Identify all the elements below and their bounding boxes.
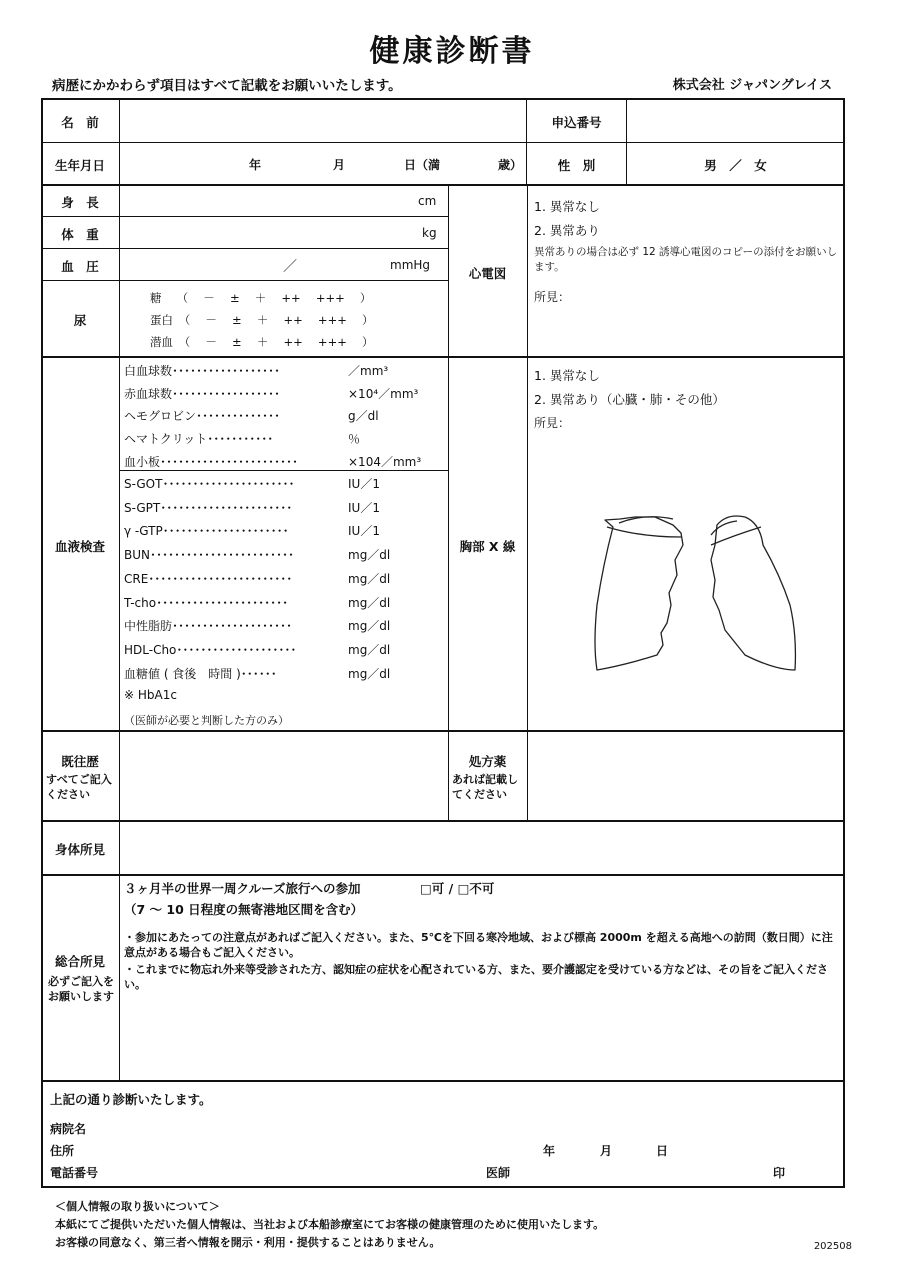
blood-item-tcho: T-cho･･････････････････････ [124,596,289,610]
birth-month-unit: 月 [333,158,346,172]
blood-item-glucose: 血糖値 ( 食後 時間 )･･････ [124,667,277,681]
birth-day-unit: 日（満 [404,158,441,172]
urine-row-sugar[interactable]: 糖 （ － ± ＋ ++ +++ ） [150,291,372,305]
sign-year-unit: 年 [543,1144,556,1158]
blood-unit-cre: mg／dl [348,572,391,586]
prescription-note: あれば記載してください [452,773,518,801]
divider [41,356,845,358]
privacy-text-1: 本紙にてご提供いただいた個人情報は、当社および本船診療室にてお客様の健康管理のために使用いたします。 [55,1218,605,1231]
divider [41,820,845,822]
age-unit: 歳） [498,158,523,172]
prescription-field[interactable] [529,733,843,819]
medical-history-field[interactable] [121,733,446,819]
blood-pressure-label: 血 圧 [61,259,99,274]
divider [41,730,845,732]
prescription-label: 処方薬 [468,754,507,769]
bp-slash: ／ [283,259,297,275]
blood-unit-triglyceride: mg／dl [348,619,391,633]
blood-unit-hemoglobin: g／dl [348,409,379,423]
ecg-label: 心電図 [468,266,507,281]
form-code: 202508 [813,1241,852,1252]
divider [41,874,845,876]
cruise-question: ３ヶ月半の世界一周クルーズ旅行への参加 [124,881,361,896]
divider [119,470,448,471]
doctor-label: 医師 [486,1166,511,1180]
name-label: 名 前 [61,115,99,130]
lung-outline-illustration [585,505,810,685]
phone-label: 電話番号 [50,1166,99,1180]
blood-item-platelet: 血小板･･･････････････････････ [124,455,299,469]
blood-unit-ggtp: IU／1 [348,524,380,538]
weight-unit: kg [422,226,437,240]
blood-item-hdl: HDL-Cho････････････････････ [124,643,297,657]
ecg-findings-label: 所見： [534,290,571,304]
sex-label: 性 別 [557,158,596,173]
overall-findings-label: 総合所見 [54,954,105,969]
urine-label: 尿 [73,313,87,328]
birthdate-label: 生年月日 [54,158,105,173]
blood-unit-hematocrit: ％ [348,432,361,446]
hospital-name-label: 病院名 [50,1122,87,1136]
divider [41,248,448,249]
company-name: 株式会社 ジャパングレイス [672,78,832,93]
blood-test-label: 血液検査 [54,539,105,554]
name-field[interactable] [121,100,525,141]
privacy-text-2: お客様の同意なく、第三者へ情報を開示・利用・提供することはありません。 [55,1236,441,1249]
xray-findings-label: 所見： [534,416,571,430]
blood-unit-glucose: mg／dl [348,667,391,681]
page-title: 健康診断書 [369,34,535,69]
sign-month-unit: 月 [600,1144,613,1158]
urine-row-blood[interactable]: 潜血 （ － ± ＋ ++ +++ ） [150,335,374,349]
blood-item-cre: CRE････････････････････････ [124,572,293,586]
privacy-heading: ＜個人情報の取り扱いについて＞ [55,1200,220,1213]
blood-item-bun: BUN････････････････････････ [124,548,294,562]
seal-label: 印 [773,1166,786,1180]
blood-item-hematocrit: ヘマトクリット･･･････････ [124,432,274,446]
physical-findings-field[interactable] [121,823,843,873]
divider [527,184,528,820]
instruction-text: 病歴にかかわらず項目はすべて記載をお願いいたします。 [52,78,402,94]
address-label: 住所 [50,1144,75,1158]
divider [41,1080,845,1082]
xray-option-abnormal[interactable]: 2. 異常あり（心臓・肺・その他） [534,392,725,407]
sex-options[interactable]: 男 ／ 女 [704,158,767,173]
blood-unit-hdl: mg／dl [348,643,391,657]
divider [41,142,845,143]
diagnosis-statement: 上記の通り診断いたします。 [50,1092,212,1107]
physical-findings-label: 身体所見 [54,842,105,857]
blood-item-hba1c: ※ HbA1c [124,688,177,702]
blood-unit-sgot: IU／1 [348,477,380,491]
application-number-label: 申込番号 [551,115,602,130]
cruise-approval-choice[interactable]: □可 / □不可 [420,881,495,896]
cruise-question-note: （7 ～ 10 日程度の無寄港地区間を含む） [124,902,364,917]
divider [41,184,845,186]
divider [41,216,448,217]
hba1c-note: （医師が必要と判断した方のみ） [124,714,289,727]
birth-year-unit: 年 [249,158,262,172]
bp-unit: mmHg [390,258,431,272]
blood-unit-rbc: ×10⁴／mm³ [348,387,419,401]
blood-item-rbc: 赤血球数･･････････････････ [124,387,281,401]
urine-row-protein[interactable]: 蛋白 （ － ± ＋ ++ +++ ） [150,313,374,327]
blood-unit-tcho: mg／dl [348,596,391,610]
blood-item-sgpt: S-GPT･･････････････････････ [124,501,293,515]
xray-option-normal[interactable]: 1. 異常なし [534,368,600,383]
overall-instruction-2: ・これまでに物忘れ外来等受診された方、認知症の症状を心配されている方、また、要介護認定を受けている方などは、その旨をご記入ください。 [124,963,828,991]
medical-history-note: すべてご記入ください [46,773,112,801]
height-unit: cm [418,194,437,208]
blood-item-ggtp: γ -GTP･････････････････････ [124,524,289,538]
ecg-option-normal[interactable]: 1. 異常なし [534,199,600,214]
blood-unit-bun: mg／dl [348,548,391,562]
overall-findings-note: 必ずご記入をお願いします [48,975,114,1003]
blood-item-sgot: S-GOT･･････････････････････ [124,477,295,491]
blood-unit-platelet: ×104／mm³ [348,455,422,469]
medical-history-label: 既往歴 [61,754,99,769]
blood-item-wbc: 白血球数･･････････････････ [124,364,281,378]
application-number-field[interactable] [628,100,843,141]
ecg-option-abnormal[interactable]: 2. 異常あり [534,223,600,238]
ecg-note: 異常ありの場合は必ず 12 誘導心電図のコピーの添付をお願いします。 [534,246,838,273]
blood-item-triglyceride: 中性脂肪････････････････････ [124,619,293,633]
height-label: 身 長 [61,195,99,210]
blood-item-hemoglobin: ヘモグロビン･･････････････ [124,409,281,423]
xray-label: 胸部 X 線 [459,539,516,554]
overall-instruction-1: ・参加にあたっての注意点があればご記入ください。また、5℃を下回る寒冷地域、および標高 2000m を超える高地への訪問（数日間）に注意点がある場合もご記入ください。 [124,931,833,959]
blood-unit-wbc: ／mm³ [348,364,389,378]
divider [41,280,448,281]
sign-day-unit: 日 [656,1144,669,1158]
divider [119,98,120,1080]
weight-label: 体 重 [61,227,99,242]
blood-unit-sgpt: IU／1 [348,501,380,515]
